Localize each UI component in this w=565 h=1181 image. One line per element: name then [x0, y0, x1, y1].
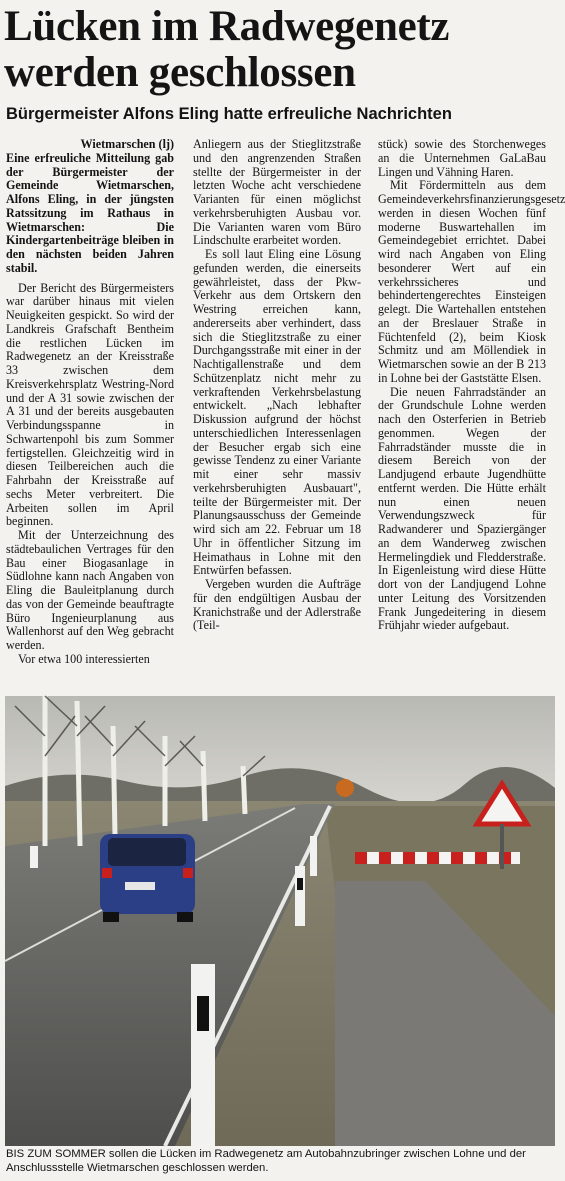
road-photo-illustration: [5, 696, 555, 1146]
paragraph: Die neuen Fahrradständer an der Grundschule Lohne werden nach den Osterferien in Betrieb genommen. Wegen der Fahrradständer musste die in diesem Bereich von der Landjugend erbaute Jugendhütte entfernt werden. Die Hütte erhält nun einen neuen Verwendungszweck für Radwanderer und Spaziergänger an dem Wanderweg zwischen Hermelingdiek und Fledderstraße. In Eigenleistung wird diese Hütte dort von der Landjugend Lohne unter Leitung des Vorsitzenden Frank Jungedeitering in diesem Frühjahr wieder aufgebaut.: [378, 384, 546, 633]
lead-text: Eine erfreuliche Mitteilung gab der Bürgermeister der Gemeinde Wietmarschen, Alfons Eling, in der jüngsten Ratssitzung im Rathaus in Wietmarschen: Die Kindergartenbeiträge bleiben in den nächsten beiden Jahren stabil.: [6, 150, 174, 275]
paragraph: Vergeben wurden die Aufträge für den endgültigen Ausbau der Kranichstraße und der Adlerstraße (Teil-: [193, 577, 361, 633]
barrier: [355, 852, 520, 864]
paragraph: Mit Fördermitteln aus dem Gemeindeverkehrsfinanzierungsgesetz werden in diesen Wochen fünf moderne Buswartehallen im Gemeindegebiet errichtet. Dabei wird nach Angaben von Eling besonderer Wert auf ein verkehrssicheres und behindertengerechtes Einsteigen gelegt. Die Wartehallen entstehen an der Breslauer Straße in Füchtenfeld (2), beim Kiosk Schmitz und am Möllendiek in Wietmarschen sowie an der B 213 in Lohne bei der Gaststätte Elsen.: [378, 178, 565, 385]
lead-paragraph: [6, 138, 174, 276]
paragraph: Es soll laut Eling eine Lösung gefunden werden, die einerseits gewährleistet, dass der Pkw-Verkehr aus dem Ortskern den Westring erreichen kann, andererseits aber verhindert, dass sich die Stieglitzstraße zu einer Durchgangsstraße mit einer in der Nachtigallenstraße und dem Schützenplatz nicht mehr zu verkraftenden Verkehrsbelastung entwickelt. „Nach lebhafter Diskussion aufgrund der höchst unterschiedlichen Interessenlagen der Besucher ergab sich eine gewisse Tendenz zu einer Variante mit einer sehr massiv verkehrsberuhigten Ausbauart", teilte der Bürgermeister mit. Der Planungsausschuss der Gemeinde wird sich am 22. Februar um 18 Uhr in öffentlicher Sitzung im Heimathaus in Lohne mit den Entwürfen befassen.: [193, 247, 361, 578]
headline-line-2: werden geschlossen: [4, 49, 356, 96]
headline: [4, 4, 556, 96]
paragraph: Der Bericht des Bürgermeisters war darüber hinaus mit vielen Neuigkeiten gespickt. So wird der Landkreis Grafschaft Bentheim die restlichen Lücken im Radwegenetz an der Kreisstraße 33 zwischen dem Kreisverkehrsplatz Westring-Nord und der A 31 sowie zwischen der A 31 und der bereits ausgebauten Verbindungsspanne in Schwartenpohl bis zum Sommer fertigstellen. Gleichzeitig wird in diesen Teilbereichen auch die Fahrbahn der Kreisstraße auf sechs Meter verbreitert. Die Arbeiten sollen im April beginnen.: [6, 280, 174, 529]
dateline: Wietmarschen (lj): [80, 137, 174, 151]
headline-line-1: Lücken im Radwegenetz: [4, 3, 450, 50]
caption-lead: BIS ZUM SOMMER: [6, 1148, 106, 1160]
article-column-1: [6, 138, 174, 698]
photo-caption: [6, 1148, 556, 1175]
paragraph: Mit der Unterzeichnung des städtebaulichen Vertrages für den Bau einer Biogasanlage in Südlohne kann nach Angaben von Eling die Bauleitplanung durch das von der Gemeinde beauftragte Büro Ingenieurplanung aus Wallenhorst auf den Weg gebracht werden.: [6, 528, 174, 652]
subheadline: Bürgermeister Alfons Eling hatte erfreuliche Nachrichten: [6, 105, 452, 123]
paragraph: Anliegern aus der Stieglitzstraße und den angrenzenden Straßen stellte der Bürgermeister in der letzten Woche acht verschiedene Varianten für einen möglichst verkehrsberuhigten Ausbau vor. Die Varianten waren vom Büro Lindschulte erarbeitet worden.: [193, 137, 361, 248]
caption-text: sollen die Lücken im Radwegenetz am Autobahnzubringer zwischen Lohne und der Anschlussstelle Wietmarschen geschlossen werden.: [6, 1148, 526, 1174]
paragraph: Vor etwa 100 interessierten: [18, 651, 150, 666]
car: [100, 834, 195, 922]
road-photo: [5, 696, 555, 1146]
article-column-3: [378, 137, 565, 698]
article-column-2: [193, 138, 361, 698]
paragraph: stück) sowie des Storchenweges an die Unternehmen GaLaBau Lingen und Vähning Haren.: [378, 137, 546, 179]
